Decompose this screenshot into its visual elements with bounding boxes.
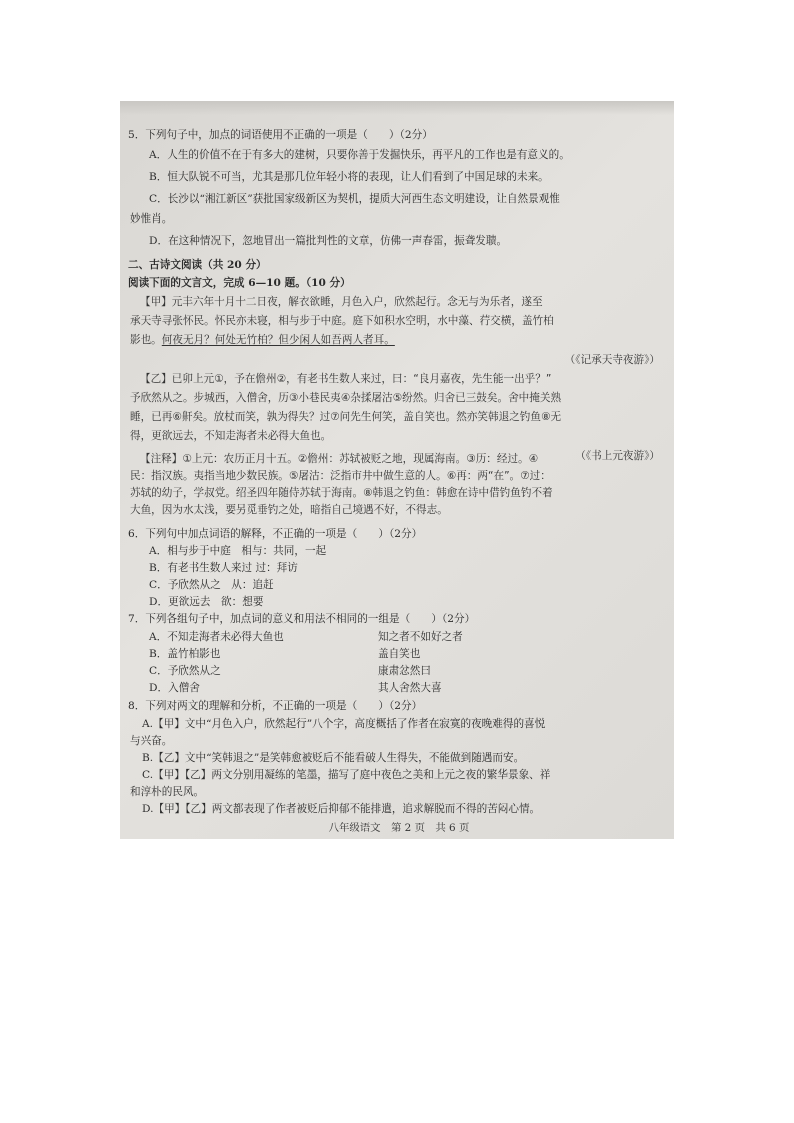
q7-option-b-left: B．盖竹柏影也 — [149, 648, 221, 660]
passage-yi-line-4: 得，更欲远去，不知走海者未必得大鱼也。 — [130, 430, 332, 442]
q7-option-d-right: 其人舍然大喜 — [378, 682, 442, 694]
notes-line-4: 大鱼，因为水太浅，要另觅垂钓之处，暗指自己境遇不好，不得志。 — [130, 504, 448, 516]
q8-option-a-cont: 与兴奋。 — [130, 735, 173, 747]
q7-option-b-right: 盖自笑也 — [378, 648, 421, 660]
q5-option-d: D．在这种情况下，忽地冒出一篇批判性的文章，仿佛一声春雷，振聋发聩。 — [149, 235, 508, 247]
q7-option-c-right: 康肃忿然曰 — [378, 665, 431, 677]
q8-option-c-cont: 和淳朴的民风。 — [130, 786, 205, 798]
q5-option-b: B．恒大队锐不可当，尤其是那几位年轻小将的表现，让人们看到了中国足球的未来。 — [149, 171, 549, 183]
q7-option-d-left: D．入僧舍 — [149, 682, 200, 694]
q8-option-b: B.【乙】文中“笑韩退之”是笑韩愈被贬后不能看破人生得失，不能做到随遇而安。 — [142, 752, 525, 764]
passage-jia-line-1: 【甲】元丰六年十月十二日夜，解衣欲睡，月色入户，欣然起行。念无与为乐者，遂至 — [140, 296, 543, 308]
passage-jia-line-3-start: 影也。 — [130, 334, 162, 346]
section-heading: 二、古诗文阅读（共 20 分） — [128, 259, 267, 271]
passage-yi-line-2: 予欣然从之。步城西，入僧舍，历③小巷民夷④杂揉屠沽⑤纷然。归舍已三鼓矣。舍中掩关熟 — [130, 392, 562, 404]
q5-option-a: A．人生的价值不在于有多大的建树，只要你善于发掘快乐，再平凡的工作也是有意义的。 — [149, 149, 570, 161]
q8-option-c: C.【甲】【乙】两文分别用凝练的笔墨，描写了庭中夜色之美和上元之夜的繁华景象、祥 — [142, 769, 551, 781]
notes-line-2: 民：指汉族。夷指当地少数民族。⑤屠沽：泛指市井中做生意的人。⑥再：两“在”。⑦过： — [130, 470, 551, 482]
exam-sheet — [128, 101, 670, 839]
q7-option-a-left: A．不知走海者未必得大鱼也 — [149, 631, 284, 643]
q6-option-d: D．更欲远去 欲：想要 — [149, 596, 264, 608]
passage-yi-source: （《书上元夜游》） — [575, 450, 660, 462]
passage-jia-line-3 — [130, 332, 395, 349]
q8-option-d: D.【甲】【乙】两文都表现了作者被贬后抑郁不能排遣，追求解脱而不得的苦闷心情。 — [142, 803, 541, 815]
q7-stem: 7．下列各组句子中，加点词的意义和用法不相同的一组是（ ）（2分） — [128, 613, 476, 625]
q6-stem: 6．下列句中加点词语的解释，不正确的一项是（ ）（2分） — [128, 528, 423, 540]
q5-option-c-cont: 妙惟肖。 — [130, 213, 173, 225]
section-instruction: 阅读下面的文言文，完成 6—10 题。（10 分） — [128, 277, 351, 289]
scanned-page-photo — [120, 101, 674, 839]
q7-option-a-right: 知之者不如好之者 — [378, 631, 463, 643]
q6-option-c: C．予欣然从之 从：追赶 — [149, 579, 274, 591]
q8-option-a: A.【甲】文中“月色入户，欣然起行”八个字，高度概括了作者在寂寞的夜晚难得的喜悦 — [142, 718, 546, 730]
passage-jia-underlined-sentence: 何夜无月？何处无竹柏？但少闲人如吾两人者耳。 — [161, 334, 395, 346]
q5-option-c: C．长沙以“湘江新区”获批国家级新区为契机，提质大河西生态文明建设，让自然景观惟 — [149, 193, 560, 205]
passage-yi-line-3: 睡，已再⑥鼾矣。放杖而笑，孰为得失？过⑦问先生何笑，盖自笑也。然亦笑韩退之钓鱼⑧无 — [130, 411, 562, 423]
notes-line-1: 【注释】①上元：农历正月十五。②儋州：苏轼被贬之地，现属海南。③历：经过。④ — [140, 453, 539, 465]
notes-line-3: 苏轼的幼子，学叔党。绍圣四年随侍苏轼于海南。⑧韩退之钓鱼：韩愈在诗中借钓鱼钓不着 — [130, 487, 553, 499]
q6-option-a: A．相与步于中庭 相与：共同，一起 — [149, 545, 327, 557]
q5-stem: 5．下列句子中，加点的词语使用不正确的一项是（ ）（2分） — [128, 129, 433, 141]
q8-stem: 8．下列对两文的理解和分析，不正确的一项是（ ）（2分） — [128, 700, 423, 712]
passage-yi-line-1: 【乙】已卯上元①，予在儋州②，有老书生数人来过，曰：“良月嘉夜，先生能一出乎？” — [140, 373, 552, 385]
passage-jia-line-2: 承天寺寻张怀民。怀民亦未寝，相与步于中庭。庭下如积水空明，水中藻、荇交横，盖竹柏 — [130, 315, 554, 327]
passage-jia-source: （《记承天寺夜游》） — [564, 354, 660, 366]
q6-option-b: B．有老书生数人来过 过：拜访 — [149, 562, 298, 574]
q7-option-c-left: C．予欣然从之 — [149, 665, 221, 677]
page-footer: 八年级语文 第 2 页 共 6 页 — [328, 822, 470, 834]
